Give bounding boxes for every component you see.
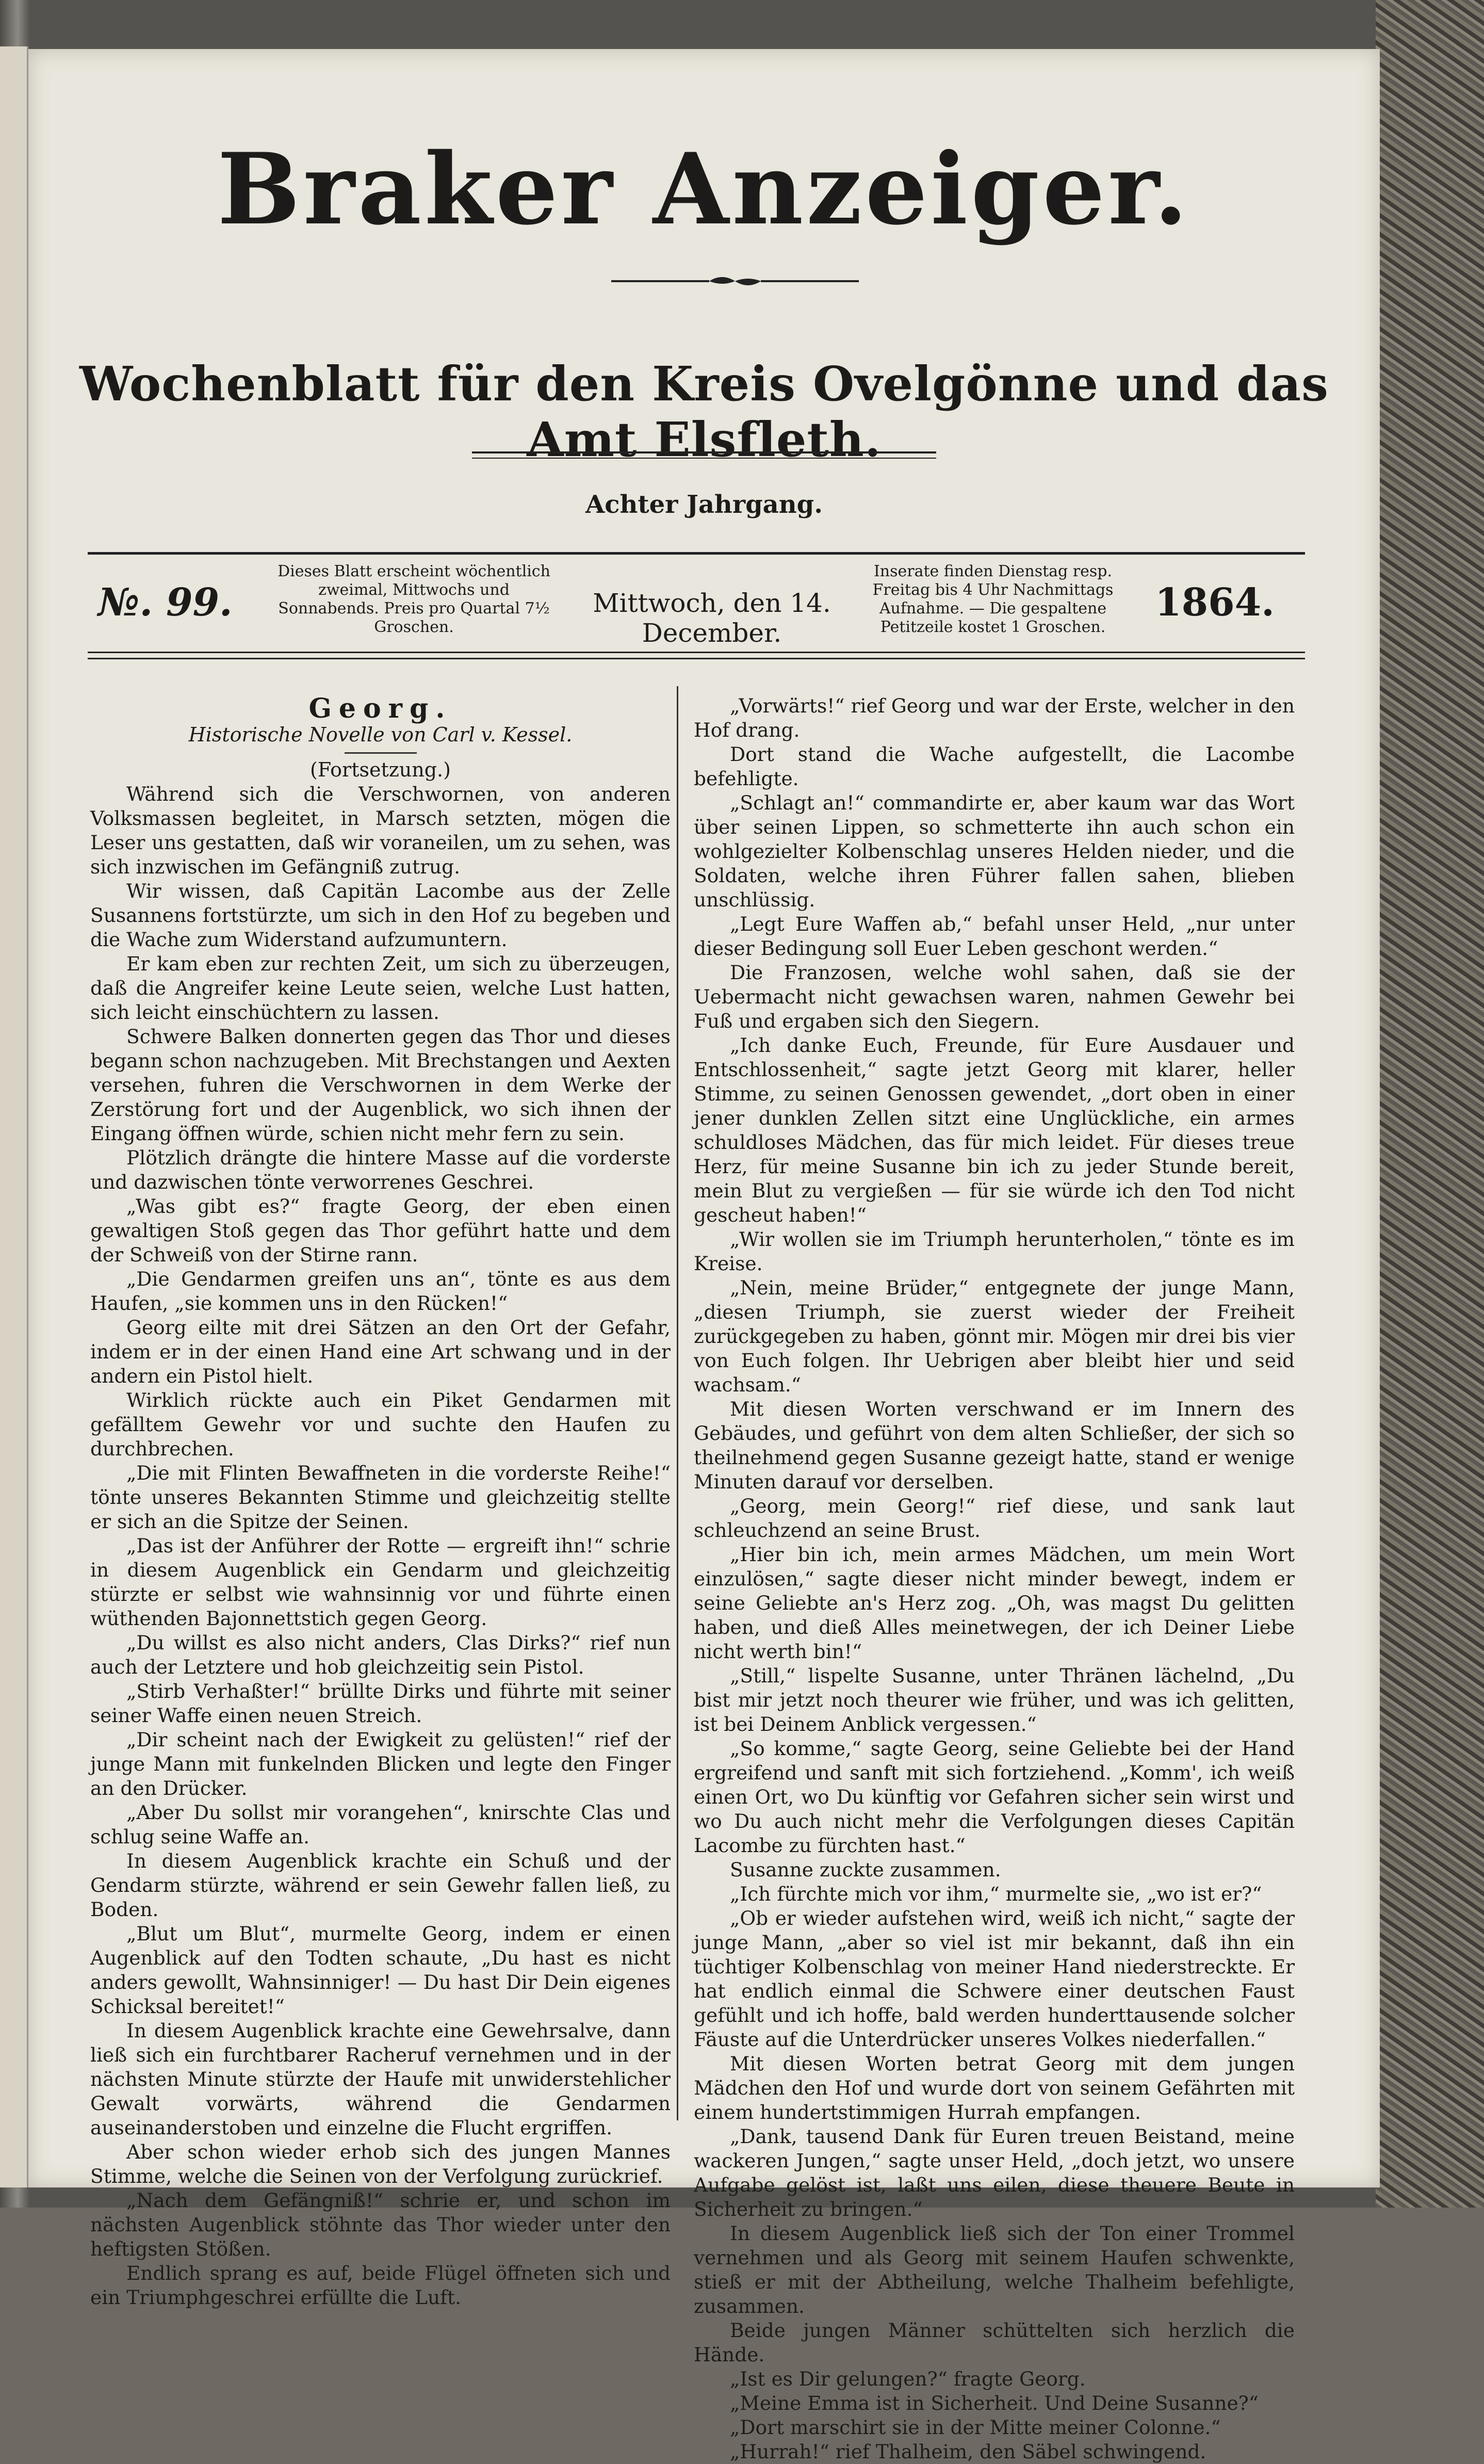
issue-year: 1864. [1155, 580, 1275, 625]
paragraph: „Legt Eure Waffen ab,“ befahl unser Held, „nur unter dieser Bedingung soll Euer Leben geschont werden.“ [694, 913, 1295, 960]
paragraph: „Blut um Blut“, murmelte Georg, indem er einen Augenblick auf den Todten schaute, „Du hast es nicht anders gewollt, Wahnsinniger! — Du hast Dir Dein eigenes Schicksal bereitet!“ [90, 1922, 671, 2018]
paragraph: „Du willst es also nicht anders, Clas Dirks?“ rief nun auch der Letztere und hob gleichzeitig sein Pistol. [90, 1631, 671, 1678]
paragraph: Endlich sprang es auf, beide Flügel öffneten sich und ein Triumphgeschrei erfüllte die Luft. [90, 2262, 671, 2309]
paragraph: Plötzlich drängte die hintere Masse auf die vorderste und dazwischen tönte verworrenes Geschrei. [90, 1146, 671, 1193]
paragraph: Wir wissen, daß Capitän Lacombe aus der Zelle Susannens fortstürzte, um sich in den Hof zu begeben und die Wache zum Widerstand aufzumuntern. [90, 880, 671, 951]
continuation-note: (Fortsetzung.) [310, 758, 451, 781]
volume-label: Achter Jahrgang. [585, 490, 823, 519]
publication-info: Dieses Blatt erscheint wöchentlich zweimal, Mittwochs und Sonnabends. Preis pro Quartal 7½ Groschen. [278, 562, 550, 636]
article-column-2 [694, 694, 1295, 2464]
masthead-title: Braker Anzeiger. [217, 132, 1191, 247]
issue-date: Mittwoch, den 14. December. [593, 588, 831, 648]
paragraph: „Dank, tausend Dank für Euren treuen Beistand, meine wackeren Jungen,“ sagte unser Held, „doch jetzt, wo unsere Aufgabe gelöst ist, laßt uns eilen, diese theuere Beute in Sicherheit zu bringen.“ [694, 2125, 1295, 2220]
facing-page-edge [0, 46, 28, 2187]
paragraph: „Georg, mein Georg!“ rief diese, und sank laut schleuchzend an seine Brust. [694, 1495, 1295, 1542]
paragraph: „Schlagt an!“ commandirte er, aber kaum war das Wort über seinen Lippen, so schmetterte ihn auch schon ein wohlgezielter Kolbenschlag unseres Helden nieder, und die Soldaten, welche ihren Führer fallen sahen, blieben unschlüssig. [694, 791, 1295, 911]
article-column-1 [90, 693, 671, 2310]
info-bar-top-rule [88, 552, 1305, 555]
issue-number: №. 99. [98, 580, 233, 625]
paragraph: „Die Gendarmen greifen uns an“, tönte es aus dem Haufen, „sie kommen uns in den Rücken!“ [90, 1268, 671, 1315]
paragraph: Aber schon wieder erhob sich des jungen Mannes Stimme, welche die Seinen von der Verfolgung zurückrief. [90, 2141, 671, 2187]
paragraph: In diesem Augenblick krachte ein Schuß und der Gendarm stürzte, während er sein Gewehr fallen ließ, zu Boden. [90, 1850, 671, 1921]
paragraph: „Hier bin ich, mein armes Mädchen, um mein Wort einzulösen,“ sagte dieser nicht minder bewegt, indem er seine Geliebte an's Herz zog. „Oh, was magst Du gelitten haben, und dieß Alles meinetwegen, der ich Deiner Liebe nicht werth bin!“ [694, 1543, 1295, 1663]
marbled-cover-edge [1376, 0, 1484, 2208]
paragraph: „Aber Du sollst mir vorangehen“, knirschte Clas und schlug seine Waffe an. [90, 1801, 671, 1848]
subtitle-rule [472, 451, 936, 453]
masthead-subtitle: Wochenblatt für den Kreis Ovelgönne und das Amt Elsfleth. [79, 356, 1329, 467]
paragraph: „Dir scheint nach der Ewigkeit zu gelüsten!“ rief der junge Mann mit funkelnden Blicken und legte den Finger an den Drücker. [90, 1728, 671, 1800]
info-bar-bottom-rule [88, 652, 1305, 653]
paragraph: Die Franzosen, welche wohl sahen, daß sie der Uebermacht nicht gewachsen waren, nahmen Gewehr bei Fuß und ergaben sich den Siegern. [694, 961, 1295, 1032]
paragraph: Georg eilte mit drei Sätzen an den Ort der Gefahr, indem er in der einen Hand eine Art schwang und in der andern ein Pistol hielt. [90, 1316, 671, 1387]
subtitle-rule-thin [472, 458, 936, 459]
paragraph: Während sich die Verschwornen, von anderen Volksmassen begleitet, in Marsch setzten, mögen die Leser uns gestatten, daß wir voraneilen, um zu sehen, was sich inzwischen im Gefängniß zutrug. [90, 783, 671, 878]
paragraph: Beide jungen Männer schüttelten sich herzlich die Hände. [694, 2319, 1295, 2366]
paragraph: „Still,“ lispelte Susanne, unter Thränen lächelnd, „Du bist mir jetzt noch theurer wie früher, und was ich gelitten, ist bei Deinem Anblick vergessen.“ [694, 1664, 1295, 1736]
info-bar-bottom-rule-2 [88, 658, 1305, 659]
paragraph: „Das ist der Anführer der Rotte — ergreift ihn!“ schrie in diesem Augenblick ein Gendarm und gleichzeitig stürzte er selbst wie wahnsinnig vor und führte einen wüthenden Bajonnettstich gegen Georg. [90, 1534, 671, 1630]
paragraph: „Ich danke Euch, Freunde, für Eure Ausdauer und Entschlossenheit,“ sagte jetzt Georg mit klarer, heller Stimme, zu seinen Genossen gewendet, „dort oben in einer jener dunklen Zellen sitzt eine Unglückliche, ein armes schuldloses Mädchen, das für mich leidet. Für dieses treue Herz, für meine Susanne bin ich zu jeder Stunde bereit, mein Blut zu vergießen — für sie würde ich den Tod nicht gescheut haben!“ [694, 1034, 1295, 1226]
paragraph: „Stirb Verhaßter!“ brüllte Dirks und führte mit seiner seiner Waffe einen neuen Streich. [90, 1680, 671, 1727]
paragraph: „Ist es Dir gelungen?“ fragte Georg. [730, 2368, 1086, 2390]
paragraph: „Vorwärts!“ rief Georg und war der Erste, welcher in den Hof drang. [694, 694, 1295, 741]
paragraph: „Ob er wieder aufstehen wird, weiß ich nicht,“ sagte der junge Mann, „aber so viel ist mir bekannt, daß ihn ein tüchtiger Kolbenschlag von meiner Hand niederstreckte. Er hat endlich einmal die Schwere einer deutschen Faust gefühlt und ich hoffe, bald werden hunderttausende solcher Fäuste auf die Unterdrücker unseres Volkes niederfallen.“ [694, 1907, 1295, 2051]
paragraph: „Ich fürchte mich vor ihm,“ murmelte sie, „wo ist er?“ [730, 1883, 1262, 1905]
article-title: Georg. [308, 693, 452, 724]
paragraph: „Meine Emma ist in Sicherheit. Und Deine Susanne?“ [730, 2392, 1259, 2414]
paragraph: „Hurrah!“ rief Thalheim, den Säbel schwingend. [730, 2440, 1206, 2463]
paragraph: „Nach dem Gefängniß!“ schrie er, und schon im nächsten Augenblick stöhnte das Thor wieder unter den heftigsten Stößen. [90, 2189, 671, 2260]
advertising-info: Inserate finden Dienstag resp. Freitag bis 4 Uhr Nachmittags Aufnahme. — Die gespaltene Petitzeile kostet 1 Groschen. [872, 562, 1114, 636]
paragraph: Er kam eben zur rechten Zeit, um sich zu überzeugen, daß die Angreifer keine Leute seien, welche Lust hatten, sich leicht einschüchtern zu lassen. [90, 952, 671, 1024]
paragraph: „Was gibt es?“ fragte Georg, der eben einen gewaltigen Stoß gegen das Thor geführt hatte und dem der Schweiß von der Stirne rann. [90, 1195, 671, 1266]
paragraph: In diesem Augenblick ließ sich der Ton einer Trommel vernehmen und als Georg mit seinem Haufen schwenkte, stieß er mit der Abtheilung, welche Thalheim befehligte, zusammen. [694, 2222, 1295, 2317]
paragraph: Wirklich rückte auch ein Piket Gendarmen mit gefälltem Gewehr vor und suchte den Haufen zu durchbrechen. [90, 1389, 671, 1460]
paragraph: „So komme,“ sagte Georg, seine Geliebte bei der Hand ergreifend und sanft mit sich fortziehend. „Komm', ich weiß einen Ort, wo Du künftig vor Gefahren sicher sein wirst und wo Du auch nicht mehr die Verfolgungen dieses Capitän Lacombe zu fürchten hast.“ [694, 1737, 1295, 1857]
paragraph: „Wir wollen sie im Triumph herunterholen,“ tönte es im Kreise. [694, 1228, 1295, 1275]
column-separator [677, 686, 678, 2120]
newspaper-page [28, 49, 1380, 2463]
title-rule [345, 752, 417, 754]
paragraph: Mit diesen Worten verschwand er im Innern des Gebäudes, und geführt von dem alten Schließer, der sich so theilnehmend gegen Susanne gezeigt hatte, stand er wenige Minuten darauf vor derselben. [694, 1398, 1295, 1493]
article-byline: Historische Novelle von Carl v. Kessel. [188, 723, 573, 746]
paragraph: Susanne zuckte zusammen. [730, 1858, 1001, 1881]
paragraph: „Nein, meine Brüder,“ entgegnete der junge Mann, „diesen Triumph, sie zuerst wieder der Freiheit zurückgegeben zu haben, gönnt mir. Mögen mir drei bis vier von Euch folgen. Ihr Uebrigen aber bleibt hier und seid wachsam.“ [694, 1276, 1295, 1396]
paragraph: Dort stand die Wache aufgestellt, die Lacombe befehligte. [694, 743, 1295, 790]
paragraph: „Die mit Flinten Bewaffneten in die vorderste Reihe!“ tönte unseres Bekannten Stimme und gleichzeitig stellte er sich an die Spitze der Seinen. [90, 1462, 671, 1533]
paragraph: Mit diesen Worten betrat Georg mit dem jungen Mädchen den Hof und wurde dort von seinem Gefährten mit einem hundertstimmigen Hurrah empfangen. [694, 2052, 1295, 2123]
ornament-divider-icon [611, 271, 859, 291]
paragraph: In diesem Augenblick krachte eine Gewehrsalve, dann ließ sich ein furchtbarer Racheruf vernehmen und in der nächsten Minute stürzte der Haufe mit unwiderstehlicher Gewalt vorwärts, während die Gendarmen auseinanderstoben und einzelne die Flucht ergriffen. [90, 2019, 671, 2139]
paragraph: Schwere Balken donnerten gegen das Thor und dieses begann schon nachzugeben. Mit Brechstangen und Aexten versehen, fuhren die Verschwornen in dem Werke der Zerstörung fort und der Augenblick, wo sich ihnen der Eingang öffnen würde, schien nicht mehr fern zu sein. [90, 1025, 671, 1145]
paragraph: „Dort marschirt sie in der Mitte meiner Colonne.“ [730, 2416, 1221, 2439]
